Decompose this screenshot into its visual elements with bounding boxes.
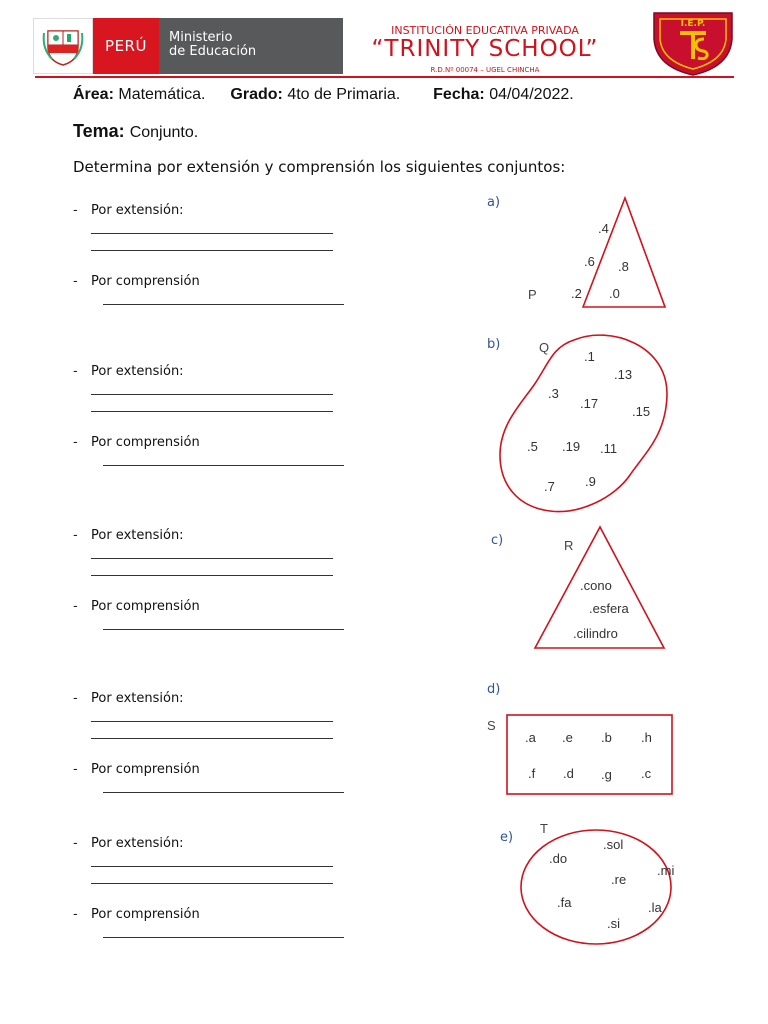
set-d-letter: d) xyxy=(487,682,501,697)
set-e-ellipse xyxy=(521,830,671,944)
extension-answer-line-2[interactable] xyxy=(91,250,333,251)
set-b-element: .19 xyxy=(562,439,581,454)
bullet-dash: - xyxy=(73,762,78,777)
set-d-name: S xyxy=(487,718,496,733)
extension-answer-line-1[interactable] xyxy=(91,721,333,722)
bullet-dash: - xyxy=(73,907,78,922)
date-value: 04/04/2022. xyxy=(489,86,574,103)
set-d-element: .h xyxy=(641,730,652,745)
instruction-text: Determina por extensión y comprensión los siguientes conjuntos: xyxy=(73,158,566,176)
set-d-element: .f xyxy=(528,766,536,781)
extension-answer-line-2[interactable] xyxy=(91,411,333,412)
extension-answer-line-2[interactable] xyxy=(91,575,333,576)
set-c-name: R xyxy=(564,538,574,553)
set-b-element: .11 xyxy=(600,441,618,456)
grade-label: Grado: xyxy=(230,86,283,103)
set-c-element: .cilindro xyxy=(573,626,618,641)
header-divider xyxy=(35,76,734,78)
svg-text:I.E.P.: I.E.P. xyxy=(680,19,706,29)
school-name: “TRINITY SCHOOL” xyxy=(371,36,599,62)
topic-row xyxy=(73,121,198,142)
date-label: Fecha: xyxy=(433,86,485,103)
area-label: Área: xyxy=(73,86,114,103)
ministry-label xyxy=(159,18,343,74)
set-a-name: P xyxy=(528,287,537,302)
extension-answer-line-1[interactable] xyxy=(91,866,333,867)
set-d-element: .a xyxy=(525,730,536,745)
bullet-dash: - xyxy=(73,364,78,379)
set-d-element: .e xyxy=(562,730,573,745)
grade-value: 4to de Primaria. xyxy=(287,86,401,103)
info-row xyxy=(73,86,574,104)
school-crest-icon xyxy=(652,9,734,77)
set-d-element: .b xyxy=(601,730,612,745)
set-b-element: .17 xyxy=(580,396,599,411)
comprehension-label: Por comprensión xyxy=(91,907,200,922)
set-e-element: .re xyxy=(611,872,627,887)
set-d-element: .g xyxy=(601,767,612,782)
comprehension-label: Por comprensión xyxy=(91,599,200,614)
extension-label: Por extensión: xyxy=(91,364,184,379)
ministry-logo xyxy=(33,18,343,74)
school-resolution: R.D.Nº 00074 – UGEL CHINCHA xyxy=(430,66,540,74)
comprehension-answer-line[interactable] xyxy=(103,465,344,466)
extension-answer-line-2[interactable] xyxy=(91,883,333,884)
extension-answer-line-1[interactable] xyxy=(91,233,333,234)
extension-answer-line-2[interactable] xyxy=(91,738,333,739)
bullet-dash: - xyxy=(73,691,78,706)
set-c-element: .cono xyxy=(580,578,612,593)
set-b-letter: b) xyxy=(487,337,501,352)
set-b-element: .9 xyxy=(585,474,596,489)
set-d-element: .c xyxy=(641,766,652,781)
extension-label: Por extensión: xyxy=(91,203,184,218)
extension-label: Por extensión: xyxy=(91,691,184,706)
extension-label: Por extensión: xyxy=(91,528,184,543)
set-b-element: .7 xyxy=(544,479,555,494)
bullet-dash: - xyxy=(73,435,78,450)
topic-label: Tema: xyxy=(73,121,125,141)
set-a-element: .8 xyxy=(618,259,629,274)
comprehension-answer-line[interactable] xyxy=(103,304,344,305)
comprehension-label: Por comprensión xyxy=(91,435,200,450)
set-a-element: .0 xyxy=(609,286,620,301)
set-a-triangle xyxy=(583,198,665,307)
set-b-element: .3 xyxy=(548,386,559,401)
set-b-element: .15 xyxy=(632,404,651,419)
set-c-letter: c) xyxy=(491,533,504,548)
set-e-element: .sol xyxy=(603,837,624,852)
bullet-dash: - xyxy=(73,836,78,851)
set-a-element: .6 xyxy=(584,254,595,269)
set-d-element: .d xyxy=(563,766,574,781)
comprehension-answer-line[interactable] xyxy=(103,937,344,938)
bullet-dash: - xyxy=(73,599,78,614)
set-e-letter: e) xyxy=(500,830,514,845)
ministry-line-1: Ministerio xyxy=(169,30,233,45)
set-diagrams xyxy=(470,185,750,965)
bullet-dash: - xyxy=(73,203,78,218)
peru-shield-icon xyxy=(33,18,93,74)
bullet-dash: - xyxy=(73,274,78,289)
extension-label: Por extensión: xyxy=(91,836,184,851)
comprehension-answer-line[interactable] xyxy=(103,792,344,793)
comprehension-answer-line[interactable] xyxy=(103,629,344,630)
comprehension-label: Por comprensión xyxy=(91,762,200,777)
set-b-element: .13 xyxy=(614,367,633,382)
set-b-name: Q xyxy=(539,340,550,355)
set-a-letter: a) xyxy=(487,195,501,210)
set-a-element: .2 xyxy=(571,286,582,301)
set-b-element: .1 xyxy=(584,349,595,364)
set-a-element: .4 xyxy=(598,221,609,236)
set-b-element: .5 xyxy=(527,439,538,454)
extension-answer-line-1[interactable] xyxy=(91,394,333,395)
area-value: Matemática. xyxy=(118,86,206,103)
set-e-element: .la xyxy=(648,900,662,915)
comprehension-label: Por comprensión xyxy=(91,274,200,289)
topic-value: Conjunto. xyxy=(129,124,199,141)
set-c-element: .esfera xyxy=(589,601,629,616)
institution-type: INSTITUCIÓN EDUCATIVA PRIVADA xyxy=(391,24,579,37)
set-e-element: .mi xyxy=(657,863,675,878)
set-e-name: T xyxy=(540,821,548,836)
bullet-dash: - xyxy=(73,528,78,543)
set-e-element: .fa xyxy=(557,895,572,910)
set-d-rectangle xyxy=(507,715,672,794)
ministry-line-2: de Educación xyxy=(169,44,257,59)
peru-label: PERÚ xyxy=(93,18,159,74)
extension-answer-line-1[interactable] xyxy=(91,558,333,559)
set-e-element: .si xyxy=(607,916,620,931)
set-e-element: .do xyxy=(549,851,568,866)
